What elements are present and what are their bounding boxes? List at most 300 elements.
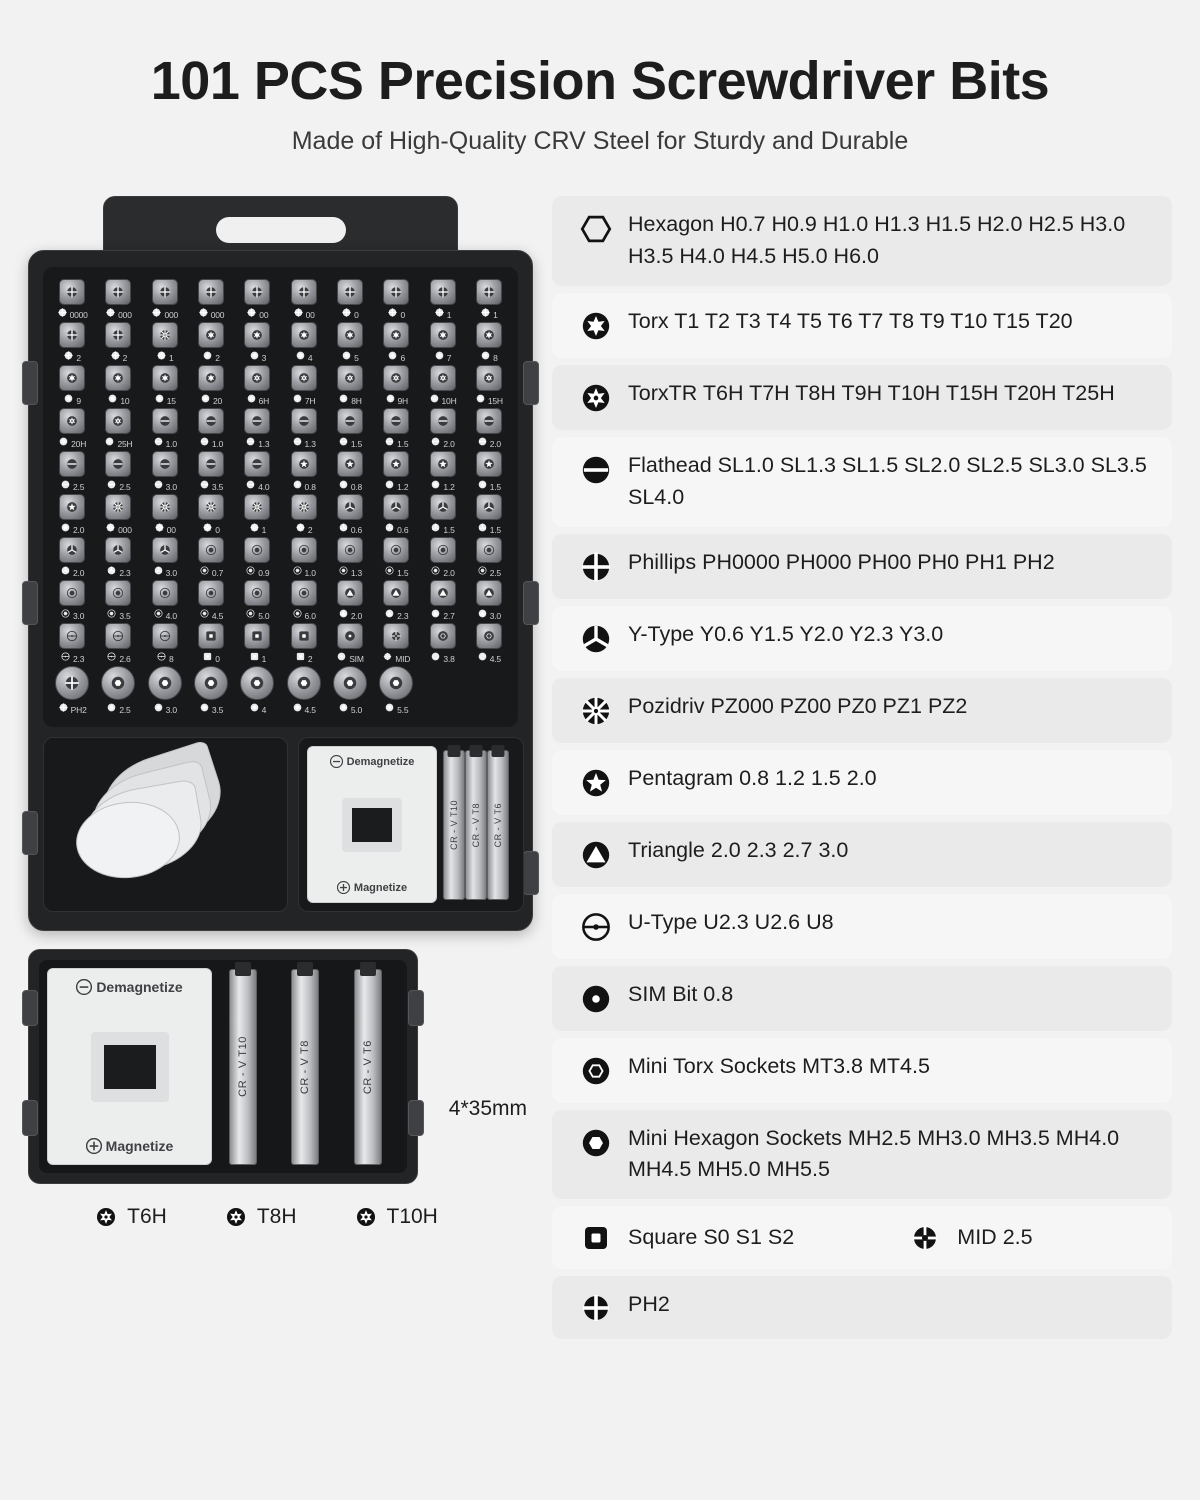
bit-label: 2 [49, 350, 95, 363]
minus-icon [330, 755, 343, 768]
bit-head [244, 623, 270, 649]
bit-label-icon [106, 608, 117, 619]
case-clip [408, 1100, 424, 1136]
bit-slot [142, 666, 188, 715]
bit-head [383, 494, 409, 520]
spec-sizes: 2.5 [1002, 1224, 1033, 1249]
bit-head [101, 666, 135, 700]
bit-label-icon [385, 393, 396, 404]
bit-head [476, 580, 502, 606]
bit-slot [188, 451, 234, 492]
bit-head [287, 666, 321, 700]
bit-slot [142, 365, 188, 406]
bit-tip-icon [158, 543, 172, 557]
bit-slot [234, 494, 280, 535]
bit-slot [280, 537, 326, 578]
bit-label-icon [292, 436, 303, 447]
bit-tip-icon [389, 543, 403, 557]
bit-label: 4.5 [188, 608, 234, 621]
bit-label-icon [246, 393, 257, 404]
bit-label: 000 [142, 307, 188, 320]
bit-head [152, 623, 178, 649]
bit-label-icon [198, 307, 209, 318]
bit-label: 1 [142, 350, 188, 363]
bit-tip-icon [482, 457, 496, 471]
bit-label: 2 [280, 522, 326, 535]
bit-head [198, 279, 224, 305]
bit-head [59, 537, 85, 563]
bit-head [198, 494, 224, 520]
bit-label-icon [106, 479, 117, 490]
bit-label-icon [110, 350, 121, 361]
bit-tip-icon [297, 500, 311, 514]
bit-tip-icon [250, 586, 264, 600]
bit-tip-icon [389, 629, 403, 643]
bit-slot [419, 494, 465, 535]
bit-label: 000 [95, 307, 141, 320]
bit-label-icon [58, 436, 69, 447]
bit-label: 2.5 [95, 702, 141, 715]
bit-slot [466, 365, 512, 406]
bit-slot [327, 623, 373, 664]
bit-slot [188, 279, 234, 320]
spec-text [624, 763, 877, 795]
bit-tip-icon [204, 500, 218, 514]
bit-label: 1.5 [373, 565, 419, 578]
bit-head [105, 451, 131, 477]
bit-label-icon [475, 393, 486, 404]
magnetizer-hole [342, 798, 402, 852]
bit-slot [280, 666, 326, 715]
bit-tip-icon [297, 371, 311, 385]
bit-slot [142, 451, 188, 492]
spec-name: Y-Type [628, 621, 695, 646]
bit-label: 1.5 [419, 522, 465, 535]
bit-head [240, 666, 274, 700]
bit-label: 9H [373, 393, 419, 406]
spec-sizes: U2.3 U2.6 U8 [703, 909, 834, 934]
bit-slot [49, 279, 95, 320]
bit-tip-icon [204, 328, 218, 342]
bit-head [59, 408, 85, 434]
mini-hexagon-socket-icon [568, 1123, 624, 1162]
bit-head [152, 279, 178, 305]
bit-slot [95, 580, 141, 621]
bit-tip-icon [295, 674, 313, 692]
spec-row-ph2 [552, 1276, 1172, 1339]
bit-label-icon [293, 307, 304, 318]
bit-head [244, 365, 270, 391]
bit-head [198, 451, 224, 477]
spec-sizes: PZ000 PZ00 PZ0 PZ1 PZ2 [710, 693, 968, 718]
bit-slot [95, 666, 141, 715]
bit-label: 0.6 [327, 522, 373, 535]
bit-tip-icon [65, 285, 79, 299]
spec-sizes: S0 S1 S2 [703, 1224, 795, 1249]
bit-head [476, 365, 502, 391]
bit-label: 1.5 [466, 479, 512, 492]
bit-label: PH2 [49, 702, 95, 715]
bit-label-icon [338, 522, 349, 533]
bit-slot [373, 537, 419, 578]
bit-label-icon [477, 436, 488, 447]
bit-label: 6H [234, 393, 280, 406]
bit-label-icon [249, 350, 260, 361]
bit-head [291, 365, 317, 391]
driver-bit [354, 969, 382, 1165]
bit-tip-icon [111, 543, 125, 557]
bit-slot [419, 322, 465, 363]
bit-label-icon [384, 522, 395, 533]
bit-label-icon [338, 436, 349, 447]
case-clip [523, 361, 539, 405]
spec-name: Flathead [628, 453, 712, 478]
bit-slot [49, 494, 95, 535]
bit-label: 3.0 [142, 702, 188, 715]
bit-label-icon [107, 393, 118, 404]
bit-slot [142, 537, 188, 578]
bit-head [476, 537, 502, 563]
spec-sizes: T6H T7H T8H T9H T10H T15H T20H T25H [702, 381, 1115, 406]
bit-label: 2.0 [49, 565, 95, 578]
spec-name: TorxTR [628, 381, 698, 406]
bit-head [430, 279, 456, 305]
bit-head [333, 666, 367, 700]
case-clip [22, 361, 38, 405]
plus-icon [337, 881, 350, 894]
bit-tip-icon [65, 328, 79, 342]
spec-row [552, 1110, 1172, 1200]
spec-row [552, 365, 1172, 430]
bit-label-icon [156, 651, 167, 662]
spec-name: Pozidriv [628, 693, 705, 718]
minus-icon [76, 979, 92, 995]
bit-label: 6.0 [280, 608, 326, 621]
bit-label: 000 [188, 307, 234, 320]
bit-label: 2.5 [466, 565, 512, 578]
bit-label: 8 [142, 651, 188, 664]
driver-bit [443, 750, 465, 900]
bit-head [383, 365, 409, 391]
bit-label-icon [292, 608, 303, 619]
magnetizer-block [307, 746, 437, 903]
bit-label: 15 [142, 393, 188, 406]
bit-label: 7H [280, 393, 326, 406]
bit-tip-icon [482, 543, 496, 557]
bit-label: 2 [95, 350, 141, 363]
bit-slot [188, 580, 234, 621]
bit-label-icon [341, 307, 352, 318]
driver-bit-label: CR - V T6 [493, 802, 503, 848]
bit-head [105, 279, 131, 305]
bit-label-icon [106, 651, 117, 662]
bit-tip-icon [297, 543, 311, 557]
bit-label-icon [430, 436, 441, 447]
bit-slot [49, 580, 95, 621]
bit-head [59, 279, 85, 305]
bit-label: 2.5 [95, 479, 141, 492]
spec-row-square-mid [552, 1206, 1172, 1269]
bit-slot [188, 537, 234, 578]
bit-slot [373, 494, 419, 535]
case-clip [22, 1100, 38, 1136]
bit-label-icon [477, 522, 488, 533]
bit-label: 3.0 [466, 608, 512, 621]
bit-label-icon [384, 608, 395, 619]
bit-label: 0000 [49, 307, 95, 320]
spec-list-column [538, 196, 1172, 1346]
spec-sizes: Y0.6 Y1.5 Y2.0 Y2.3 Y3.0 [699, 621, 944, 646]
size-note: 4*35mm [448, 1097, 527, 1121]
bit-label: 3.5 [188, 479, 234, 492]
bit-tip-icon [482, 328, 496, 342]
bit-slot [327, 451, 373, 492]
bit-tip-icon [202, 674, 220, 692]
bit-tip-icon [204, 543, 218, 557]
bit-label-icon [249, 651, 260, 662]
bit-label-icon [104, 436, 115, 447]
driver-bit [465, 750, 487, 900]
spec-name: Triangle [628, 837, 705, 862]
bit-label-icon [434, 350, 445, 361]
bit-label-icon [151, 307, 162, 318]
pozidriv-icon [568, 691, 624, 730]
phillips-icon [568, 547, 624, 586]
utype-icon [568, 907, 624, 946]
bit-label-icon [200, 393, 211, 404]
bit-head [55, 666, 89, 700]
bit-label: 3.5 [95, 608, 141, 621]
bit-label: 4.5 [280, 702, 326, 715]
bit-label: 8 [466, 350, 512, 363]
pentagram-icon [568, 763, 624, 802]
bit-head [244, 580, 270, 606]
bit-label: 25H [95, 436, 141, 449]
bit-label: 2.3 [49, 651, 95, 664]
bit-label-icon [430, 651, 441, 662]
bit-slot [234, 365, 280, 406]
bit-tip-icon [204, 414, 218, 428]
bit-tip-icon [111, 457, 125, 471]
spec-text [624, 378, 1115, 410]
bit-slot [188, 666, 234, 715]
bit-tip-icon [204, 371, 218, 385]
bit-label-icon [153, 479, 164, 490]
bit-head [105, 537, 131, 563]
bit-slot [419, 408, 465, 449]
page-title: 101 PCS Precision Screwdriver Bits [150, 51, 1050, 111]
bit-label: 2 [280, 651, 326, 664]
bit-label: 000 [95, 522, 141, 535]
bit-label-icon [154, 522, 165, 533]
torxtr-icon [568, 378, 624, 417]
bit-slot [188, 494, 234, 535]
bit-label: 3 [234, 350, 280, 363]
bit-slot [234, 537, 280, 578]
bit-row [49, 322, 512, 363]
bit-tip-icon [111, 328, 125, 342]
bit-label-icon [202, 350, 213, 361]
bit-tip-icon [250, 371, 264, 385]
bit-slot [373, 451, 419, 492]
bit-tip-icon [248, 674, 266, 692]
bit-tip-icon [65, 457, 79, 471]
bit-slot [327, 537, 373, 578]
bit-label-icon [338, 608, 349, 619]
bit-slot [373, 322, 419, 363]
bit-head [244, 494, 270, 520]
bit-label: 10 [95, 393, 141, 406]
spec-sizes: SL1.0 SL1.3 SL1.5 SL2.0 SL2.5 SL3.0 SL3.5 SL4.0 [628, 453, 1147, 509]
bit-head [430, 451, 456, 477]
spec-text [624, 450, 1156, 514]
bit-label: 2.5 [49, 479, 95, 492]
spec-sizes: MH2.5 MH3.0 MH3.5 MH4.0 MH4.5 MH5.0 MH5.5 [628, 1125, 1120, 1182]
bit-label: 1 [419, 307, 465, 320]
bit-tip-icon [65, 543, 79, 557]
bit-head [244, 451, 270, 477]
bit-slot [419, 279, 465, 320]
bit-label: 4 [234, 702, 280, 715]
bit-head [59, 365, 85, 391]
detail-legend-label: T6H [127, 1205, 167, 1229]
bit-head [337, 322, 363, 348]
bit-head [291, 322, 317, 348]
bit-label-icon [199, 565, 210, 576]
spec-sizes: 0.8 [703, 981, 734, 1006]
spec-name: Torx [628, 309, 669, 334]
bit-head [383, 537, 409, 563]
bit-head [152, 322, 178, 348]
bit-tip-icon [158, 414, 172, 428]
spec-row [552, 293, 1172, 358]
bit-slot [373, 408, 419, 449]
spec-text [624, 691, 967, 723]
bit-head [198, 408, 224, 434]
bit-tip-icon [343, 285, 357, 299]
spec-name: U-Type [628, 909, 698, 934]
bit-slot [234, 666, 280, 715]
bit-tip-icon [250, 457, 264, 471]
bit-label-icon [153, 565, 164, 576]
bit-tip-icon [250, 414, 264, 428]
pry-picks-slot [43, 737, 288, 912]
bit-tip-icon [111, 629, 125, 643]
bit-head [291, 623, 317, 649]
bit-head [291, 537, 317, 563]
bit-label-icon [480, 350, 491, 361]
bit-head [383, 580, 409, 606]
bit-label-icon [384, 436, 395, 447]
bit-head [59, 322, 85, 348]
bit-slot [280, 408, 326, 449]
bit-label: 6 [373, 350, 419, 363]
bit-slot [419, 580, 465, 621]
spec-name: PH2 [628, 1292, 670, 1317]
magnetizer-hole [91, 1032, 169, 1102]
bit-label: 1.3 [234, 436, 280, 449]
bit-label: 1 [234, 651, 280, 664]
bit-label-icon [387, 350, 398, 361]
bit-label-icon [292, 565, 303, 576]
bit-tip-icon [389, 457, 403, 471]
bit-tip-icon [343, 543, 357, 557]
bit-slot [466, 580, 512, 621]
torxtr-icon [353, 1204, 379, 1230]
bit-label: 2.0 [466, 436, 512, 449]
bit-label-icon [153, 436, 164, 447]
bit-tip-icon [250, 328, 264, 342]
bit-label-icon [60, 479, 71, 490]
bit-head [383, 623, 409, 649]
bit-tip-icon [158, 586, 172, 600]
bit-tip-icon [389, 500, 403, 514]
spec-text-square [624, 1222, 794, 1254]
case-clip [22, 581, 38, 625]
triangle-icon [568, 835, 624, 874]
spec-row [552, 822, 1172, 887]
bit-tip-icon [65, 500, 79, 514]
bit-slot [419, 365, 465, 406]
case-clip [408, 990, 424, 1026]
demagnetize-label: Demagnetize [96, 979, 183, 996]
bit-slot [188, 623, 234, 664]
spec-row [552, 534, 1172, 599]
bit-label: 10H [419, 393, 465, 406]
mini-torx-socket-icon [568, 1051, 624, 1090]
bit-row [49, 623, 512, 664]
plus-icon [86, 1138, 102, 1154]
bit-head [337, 623, 363, 649]
detail-legend-item [353, 1204, 438, 1230]
bit-tip-icon [482, 629, 496, 643]
bit-tip-icon [436, 543, 450, 557]
bit-slot [419, 537, 465, 578]
magnetizer-block-detail [47, 968, 212, 1165]
spec-name: Mini Hexagon Sockets [628, 1125, 842, 1150]
magnetize-label-wrap [337, 881, 407, 894]
bit-slot [95, 494, 141, 535]
bit-label: 4.0 [142, 608, 188, 621]
bit-slot [142, 279, 188, 320]
bit-head [105, 580, 131, 606]
bit-slot [419, 623, 465, 664]
spec-row [552, 437, 1172, 527]
bit-label: 2.3 [373, 608, 419, 621]
bit-label: 2.0 [419, 436, 465, 449]
spec-sizes: 0.8 1.2 1.5 2.0 [739, 765, 877, 790]
bit-label-icon [336, 651, 347, 662]
bit-label-icon [338, 393, 349, 404]
bit-label: 0.8 [327, 479, 373, 492]
bit-label: 0 [188, 651, 234, 664]
driver-bit-label: CR - V T6 [361, 1039, 374, 1094]
bit-head [476, 494, 502, 520]
bit-label-icon [430, 565, 441, 576]
bit-tip-icon [65, 629, 79, 643]
bit-tip-icon [436, 500, 450, 514]
bit-slot [49, 408, 95, 449]
bit-head [337, 537, 363, 563]
bit-tip-icon [389, 285, 403, 299]
bit-head [194, 666, 228, 700]
detail-case [28, 949, 418, 1184]
bit-head [105, 322, 131, 348]
bit-head [152, 537, 178, 563]
spec-text-ph2 [624, 1289, 670, 1321]
bit-label-icon [338, 702, 349, 713]
bit-label-icon [60, 651, 71, 662]
